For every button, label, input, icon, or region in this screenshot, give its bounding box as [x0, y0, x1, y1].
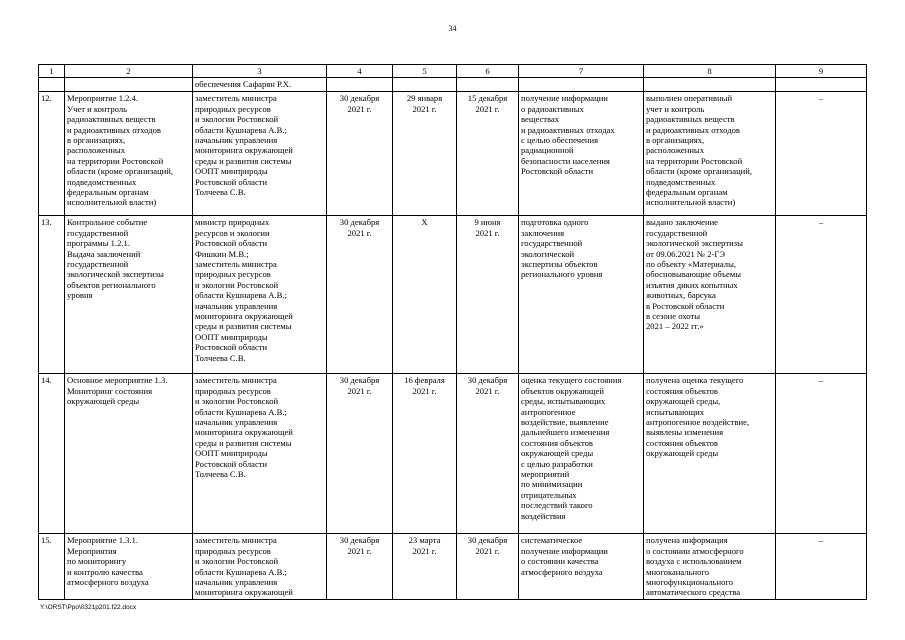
table-row — [39, 216, 867, 374]
notes-cell: – — [776, 92, 867, 216]
start-date-cell: 16 февраля 2021 г. — [393, 374, 457, 534]
actual-result-cell: получена оценка текущего состояния объектов окружающей среды, испытывающих антропогенное воздействие, выявлены изменения состояния объектов окружающей среды — [644, 374, 776, 534]
header-cell: 7 — [519, 65, 644, 78]
planned-result-cell: систематическое получение информации о состоянии качества атмосферного воздуха — [519, 534, 644, 600]
row-number: 13. — [39, 216, 65, 374]
actual-result-cell: получена информация о состоянии атмосферного воздуха с использованием многоканального многофункционального автоматического средства — [644, 534, 776, 600]
table-row — [39, 374, 867, 534]
planned-date-cell: 30 декабря 2021 г. — [327, 374, 393, 534]
row-number: 14. — [39, 374, 65, 534]
planned-result-cell: оценка текущего состояния объектов окружающей среды, испытывающих антропогенное воздействие, выявление дальнейшего изменения состояния объектов окружающей среды с целью разработки мероприятий по минимизации отрицательных последствий такого воздействия — [519, 374, 644, 534]
file-path-footer: Y:\ORST\Ppo\0321p201.f22.docx — [40, 604, 137, 611]
end-date-cell: 30 декабря 2021 г. — [457, 374, 519, 534]
table-row — [39, 534, 867, 600]
header-cell: 6 — [457, 65, 519, 78]
report-table — [38, 64, 867, 600]
event-name-cell: Контрольное событие государственной программы 1.2.1. Выдача заключений государственной экологической экспертизы объектов регионального уровня — [65, 216, 193, 374]
actual-result-cell: выполнен оперативный учет и контроль радиоактивных веществ и радиоактивных отходов в организациях, расположенных на территории Ростовской области (кроме организаций, подведомственных федеральным органам исполнительной власти) — [644, 92, 776, 216]
header-cell: 4 — [327, 65, 393, 78]
responsible-cell: обеспечения Сафарян Р.Х. — [193, 78, 327, 92]
responsible-cell: заместитель министра природных ресурсов и экологии Ростовской области Кушнарева А.В.; начальник управления мониторинга окружающей — [193, 534, 327, 600]
planned-date-cell: 30 декабря 2021 г. — [327, 92, 393, 216]
header-cell: 8 — [644, 65, 776, 78]
start-date-cell: 29 января 2021 г. — [393, 92, 457, 216]
header-cell: 9 — [776, 65, 867, 78]
page-number: 34 — [448, 24, 457, 33]
planned-date-cell: 30 декабря 2021 г. — [327, 216, 393, 374]
end-date-cell: 9 июня 2021 г. — [457, 216, 519, 374]
header-cell: 3 — [193, 65, 327, 78]
header-cell: 2 — [65, 65, 193, 78]
responsible-cell: заместитель министра природных ресурсов и экологии Ростовской области Кушнарева А.В.; начальник управления мониторинга окружающей среды и развития системы ООПТ минприроды Ростовской области Толчеева С.В. — [193, 374, 327, 534]
event-name-cell: Основное мероприятие 1.3. Мониторинг состояния окружающей среды — [65, 374, 193, 534]
table-header-row — [39, 65, 867, 78]
notes-cell: – — [776, 374, 867, 534]
end-date-cell: 15 декабря 2021 г. — [457, 92, 519, 216]
continuation-row — [39, 78, 867, 92]
table-row — [39, 92, 867, 216]
event-name-cell: Мероприятие 1.2.4. Учет и контроль радиоактивных веществ и радиоактивных отходов в организациях, расположенных на территории Ростовской области (кроме организаций, подведомственных федеральным органам исполнительной власти) — [65, 92, 193, 216]
responsible-cell: министр природных ресурсов и экологии Ростовской области Фишкин М.В.; заместитель министра природных ресурсов и экологии Ростовской области Кушнарева А.В.; начальник управления мониторинга окружающей среды и развития системы ООПТ минприроды Ростовской области Толчеева С.В. — [193, 216, 327, 374]
header-cell: 5 — [393, 65, 457, 78]
planned-result-cell: получение информации о радиоактивных веществах и радиоактивных отходах с целью обеспечения радиационной безопасности населения Ростовской области — [519, 92, 644, 216]
end-date-cell: 30 декабря 2021 г. — [457, 534, 519, 600]
actual-result-cell: выдано заключение государственной экологической экспертизы от 09.06.2021 № 2-ГЭ по объекту «Материалы, обосновывающие объемы изъятия диких копытных животных, барсука в Ростовской области в сезоне охоты 2021 – 2022 гг.» — [644, 216, 776, 374]
row-number: 12. — [39, 92, 65, 216]
start-date-cell: 23 марта 2021 г. — [393, 534, 457, 600]
event-name-cell: Мероприятие 1.3.1. Мероприятия по мониторингу и контролю качества атмосферного воздуха — [65, 534, 193, 600]
notes-cell: – — [776, 216, 867, 374]
notes-cell: – — [776, 534, 867, 600]
row-number: 15. — [39, 534, 65, 600]
responsible-cell: заместитель министра природных ресурсов и экологии Ростовской области Кушнарева А.В.; начальник управления мониторинга окружающей среды и развития системы ООПТ минприроды Ростовской области Толчеева С.В. — [193, 92, 327, 216]
planned-date-cell: 30 декабря 2021 г. — [327, 534, 393, 600]
header-cell: 1 — [39, 65, 65, 78]
planned-result-cell: подготовка одного заключения государственной экологической экспертизы объектов регионального уровня — [519, 216, 644, 374]
start-date-cell: Х — [393, 216, 457, 374]
